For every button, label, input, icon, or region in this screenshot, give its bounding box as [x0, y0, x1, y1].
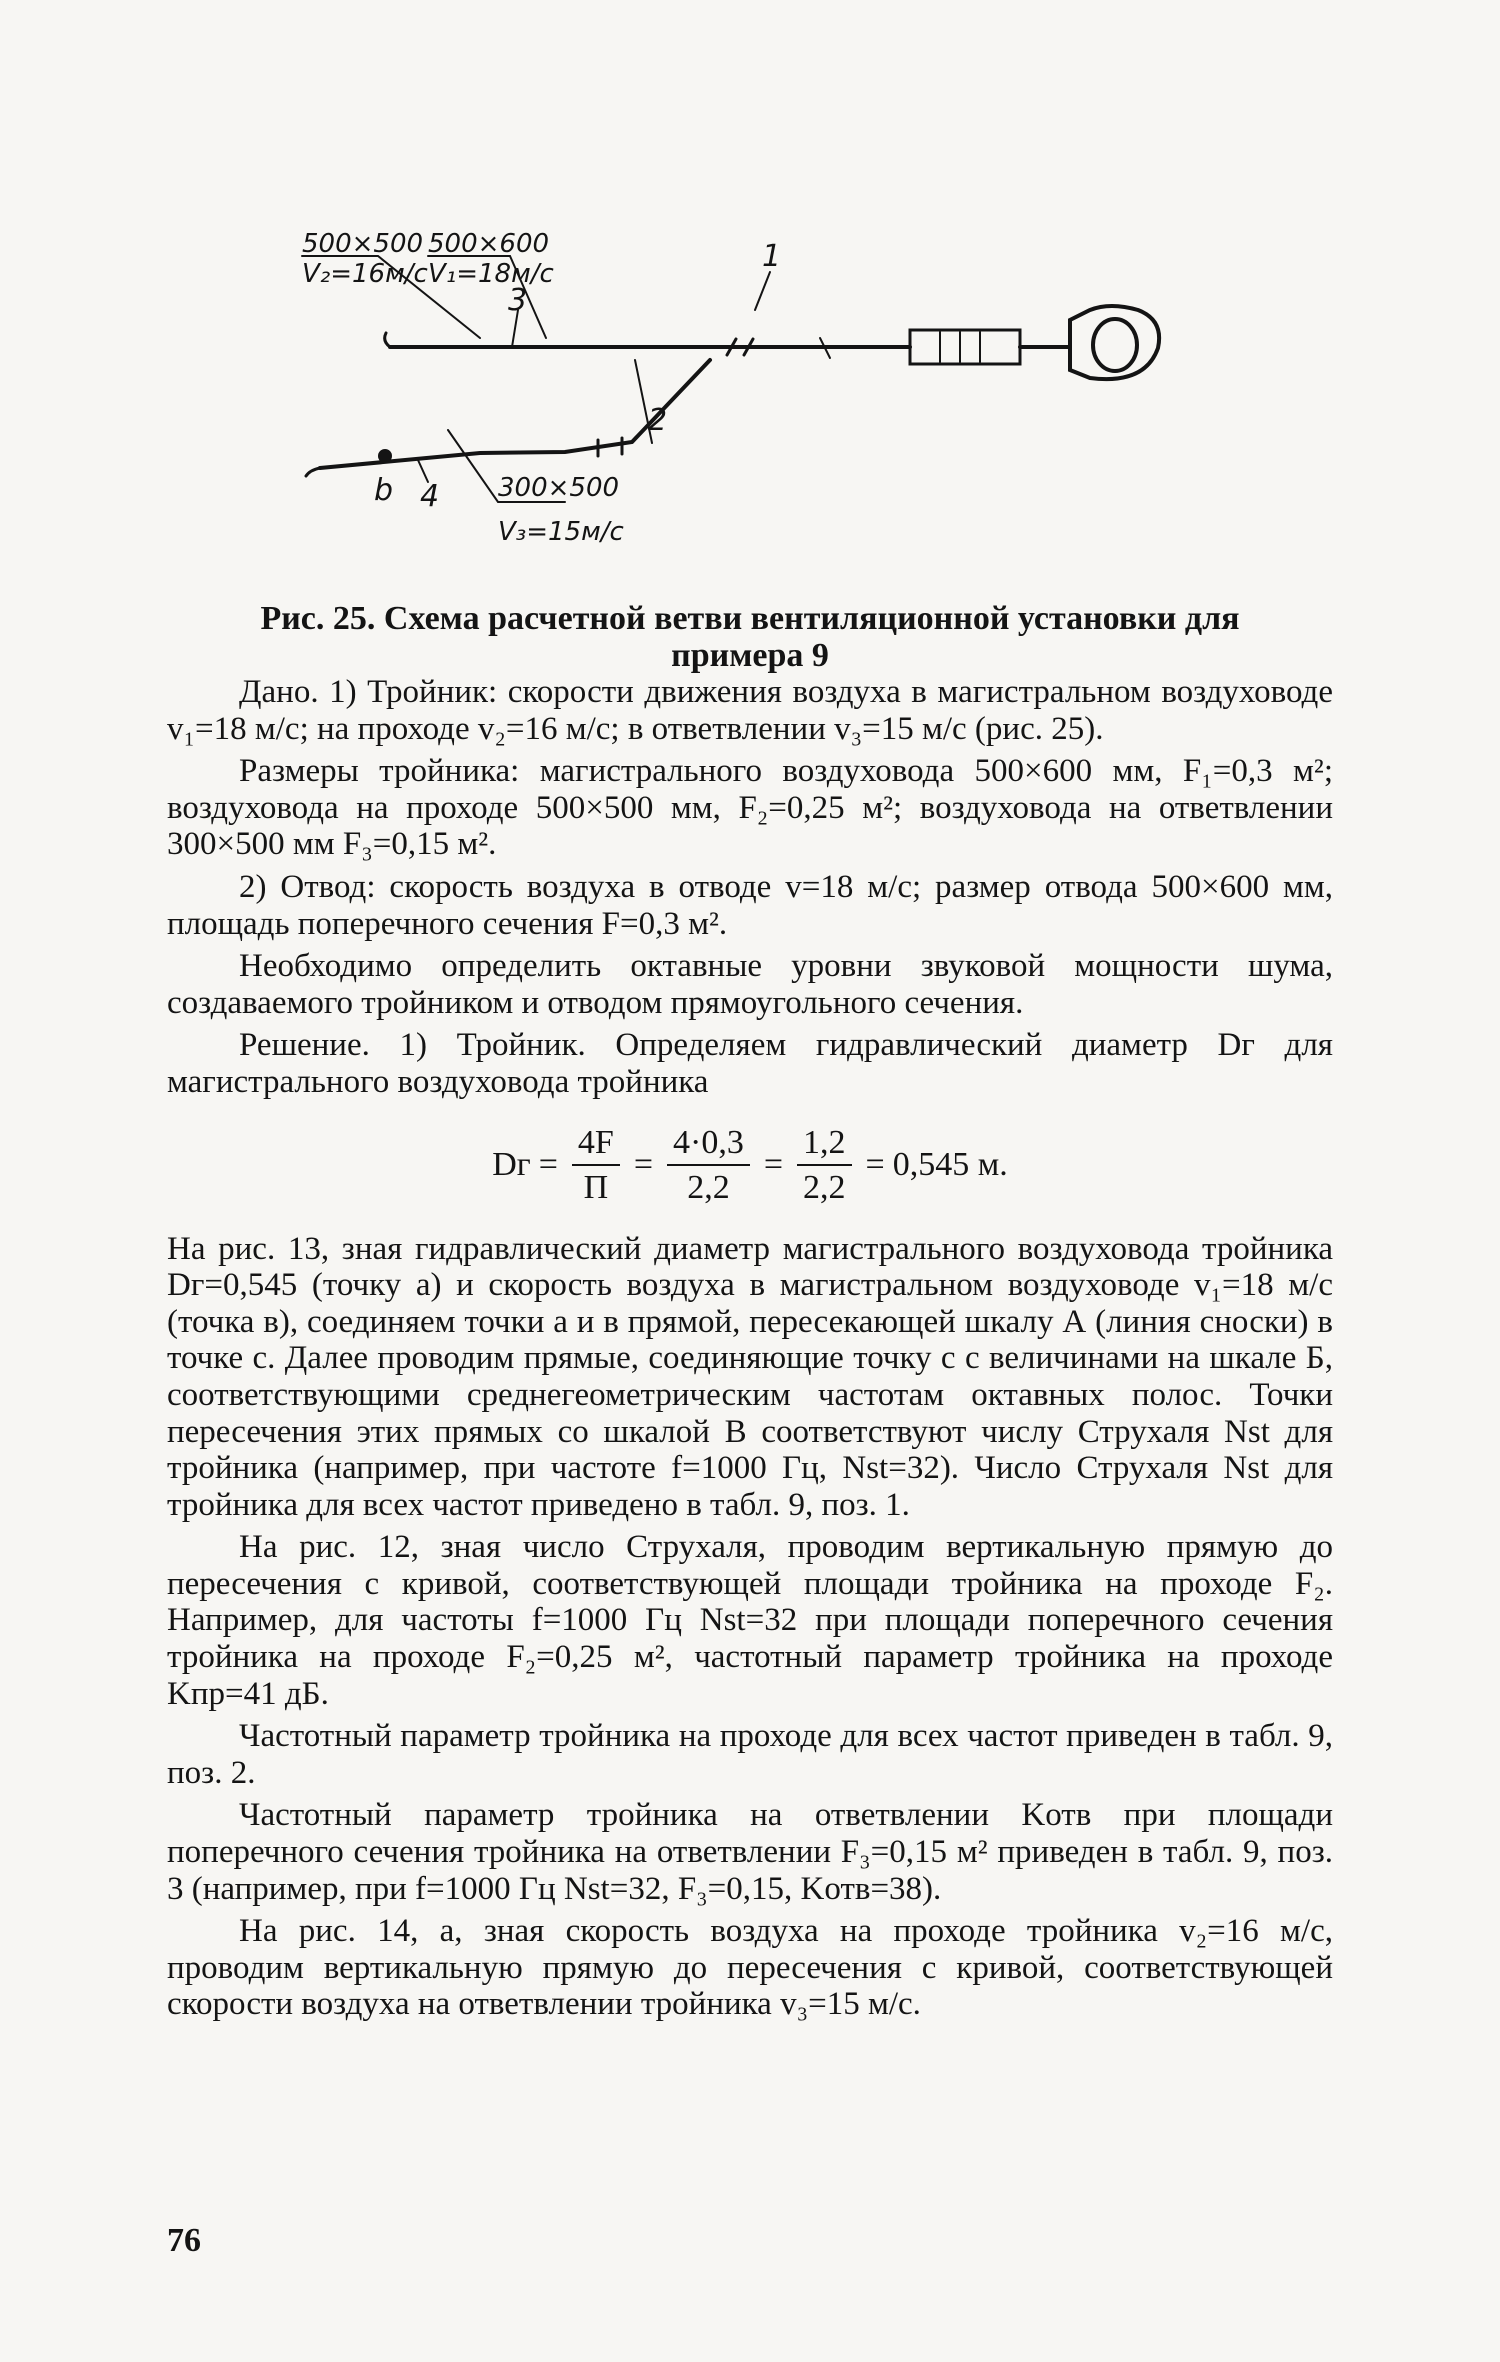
- paragraph-freq-param-pass: На рис. 12, зная число Струхаля, проводим вертикальную прямую до пересечения с кривой, соответствующей площади тройника на проходе F₂. Например, для частоты f=1000 Гц Nst=32 при площади поперечного сечения тройника на проходе F₂=0,25 м², частотный параметр тройника на проходе Kпр=41 дБ.: [167, 1529, 1333, 1712]
- formula-fraction-2: [667, 1125, 750, 1206]
- ventilation-schematic-figure: [300, 160, 1250, 580]
- paragraph-tee-sizes: Размеры тройника: магистрального воздуховода 500×600 мм, F₁=0,3 м²; воздуховода на проходе 500×500 мм, F₂=0,25 м²; воздуховода на ответвлении 300×500 мм F₃=0,15 м².: [167, 753, 1333, 863]
- fraction-1-numerator: 4F: [572, 1125, 620, 1166]
- formula-fraction-1: [572, 1125, 620, 1206]
- label-marker-3: 3: [508, 283, 528, 318]
- paragraph-strouhal-tee: На рис. 13, зная гидравлический диаметр магистрального воздуховода тройника Dг=0,545 (точку а) и скорость воздуха в магистральном воздуховоде v₁=18 м/с (точка в), соединяем точки а и в прямой, пересекающей шкалу А (линия сноски) в точке с. Далее проводим прямые, соединяющие точку с с величинами на шкале Б, соответствующими среднегеометрическим частотам октавных полос. Точки пересечения этих прямых со шкалой В соответствуют числу Струхаля Nst для тройника (например, при частоте f=1000 Гц, Nst=32). Число Струхаля Nst для тройника для всех частот приведено в табл. 9, поз. 1.: [167, 1230, 1333, 1523]
- formula-lhs: Dг: [492, 1146, 531, 1184]
- paragraph-solution-intro: Решение. 1) Тройник. Определяем гидравлический диаметр Dг для магистрального воздуховода тройника: [167, 1027, 1333, 1100]
- label-marker-1: 1: [762, 239, 782, 274]
- caption-line-1: Рис. 25. Схема расчетной ветви вентиляционной установки для: [260, 600, 1240, 637]
- label-v3-speed: V₃=15м/с: [498, 517, 624, 547]
- formula-result: 0,545 м.: [892, 1146, 1008, 1184]
- label-v1-speed: V₁=18м/с: [428, 259, 554, 289]
- formula-equals-4: =: [865, 1146, 885, 1184]
- label-v1-size: 500×600: [428, 229, 550, 259]
- duct-end-squiggle-bottom: [306, 468, 320, 476]
- figure-caption: [167, 600, 1333, 674]
- label-point-b: b: [374, 473, 394, 508]
- leader-1: [755, 272, 770, 310]
- paragraph-freq-param-branch: Частотный параметр тройника на ответвлении Kотв при площади поперечного сечения тройника на ответвлении F₃=0,15 м² приведен в табл. 9, поз. 3 (например, при f=1000 Гц Nst=32, F₃=0,15, Kотв=38).: [167, 1797, 1333, 1907]
- duct-end-squiggle-top: [385, 333, 390, 347]
- page-number: 76: [167, 2222, 201, 2259]
- paragraph-given-tee: Дано. 1) Тройник: скорости движения воздуха в магистральном воздуховоде v₁=18 м/с; на проходе v₂=16 м/с; в ответвлении v₃=15 м/с (рис. 25).: [167, 674, 1333, 747]
- fraction-1-denominator: П: [583, 1168, 609, 1206]
- paragraph-given-bend: 2) Отвод: скорость воздуха в отводе v=18 м/с; размер отвода 500×600 мм, площадь поперечного сечения F=0,3 м².: [167, 868, 1333, 942]
- formula-fraction-3: [797, 1125, 852, 1206]
- hydraulic-diameter-formula: [167, 1111, 1333, 1221]
- paragraph-fig14: На рис. 14, а, зная скорость воздуха на проходе тройника v₂=16 м/с, проводим вертикальную прямую до пересечения с кривой, соответствующей скорости воздуха на ответвлении тройника v₃=15 м/с.: [167, 1913, 1333, 2023]
- formula-equals-3: =: [763, 1146, 784, 1184]
- fraction-2-denominator: 2,2: [687, 1168, 730, 1206]
- caption-line-2: примера 9: [671, 637, 829, 674]
- label-v3-size: 300×500: [498, 473, 620, 503]
- paragraph-task: Необходимо определить октавные уровни звуковой мощности шума, создаваемого тройником и отводом прямоугольного сечения.: [167, 948, 1333, 1021]
- fraction-3-numerator: 1,2: [797, 1125, 852, 1166]
- label-v2-speed: V₂=16м/с: [302, 259, 428, 289]
- formula-equals-2: =: [633, 1146, 654, 1184]
- fraction-3-denominator: 2,2: [803, 1168, 846, 1206]
- fraction-2-numerator: 4·0,3: [667, 1125, 750, 1166]
- paragraph-freq-param-table: Частотный параметр тройника на проходе для всех частот приведен в табл. 9, поз. 2.: [167, 1718, 1333, 1791]
- silencer-box: [910, 330, 1020, 364]
- label-marker-2: 2: [648, 403, 668, 438]
- point-b-dot: [378, 449, 392, 463]
- label-marker-4: 4: [420, 479, 440, 514]
- fan-wheel: [1093, 319, 1137, 371]
- body-text: [167, 600, 1333, 2029]
- fan-housing: [1070, 306, 1159, 379]
- formula-equals-1: =: [538, 1146, 558, 1184]
- silencer-hatch: [940, 332, 980, 362]
- label-v2-size: 500×500: [302, 229, 424, 259]
